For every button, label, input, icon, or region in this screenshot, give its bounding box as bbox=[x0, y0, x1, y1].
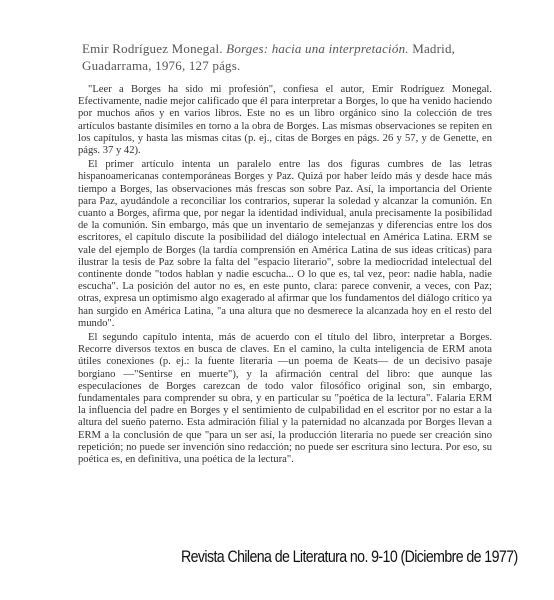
book-citation bbox=[82, 40, 492, 74]
review-body bbox=[78, 84, 492, 468]
paragraph-3: El segundo capítulo intenta, más de acuerdo con el título del libro, interpretar a Borges. Recorre diversos textos en busca de claves. En el camino, la culta inteligencia de ERM anota útiles conexiones (p. ej.: la fuente literaria —un poema de Keats— de un decisivo pasaje borgiano —"Sentirse en muerte"), y la afirmación central del libro: que aunque las especulaciones de Borges carezcan de todo valor filosófico original son, sin embargo, fundamentales para comprender su obra, y en particular su "poética de la lectura". Falaria ERM la influencia del padre en Borges y el sentimiento de culpabilidad en el escritor por no estar a la altura del sueño paterno. Esta admiración filial y la paternidad no alcanzada por Borges llevan a ERM a la conclusión de que "para un ser así, la producción literaria no puede ser creación sino repetición; no puede ser invención sino redacción; no puede ser escritura sino lectura. Por eso, su poética es, en definitiva, una poética de la lectura". bbox=[78, 332, 492, 466]
source-caption: Revista Chilena de Literatura no. 9-10 (Diciembre de 1977) bbox=[181, 548, 518, 566]
paragraph-2: El primer artículo intenta un paralelo entre las dos figuras cumbres de las letras hispanoamericanas contemporáneas Borges y Paz. Quizá por haber leído más y desde hace más tiempo a Borges, las observaciones más frescas son sobre Paz. Así, la importancia del Oriente para Paz, ayudándole a reconciliar los contrarios, superar la soledad y alcanzar la comunión. En cuanto a Borges, afirma que, por negar la identidad individual, anula precisamente la posibilidad de la comunión. Sin embargo, más que un inventario de semejanzas y diferencias entre los dos escritores, el capítulo discute la posibilidad del diálogo intelectual en América Latina. ERM se vale del ejemplo de Borges (la tardía comprensión en América Latina de sus ideas críticas) para ilustrar la tesis de Paz sobre la falta del "espacio literario", sobre la mediocridad intelectual del continente donde "todos hablan y nadie escucha... O lo que es, tal vez, peor: nadie habla, nadie escucha". La posición del autor no es, en este punto, clara: parece convenir, a veces, con Paz; otras, expresa un optimismo algo exagerado al afirmar que los fundamentos del diálogo crítico ya han surgido en América Latina, "a una altura que no desmerece la alcanzada hoy en el resto del mundo". bbox=[78, 159, 492, 329]
citation-title: Borges: hacia una interpretación. bbox=[226, 41, 409, 56]
citation-publication: Madrid, Guadarrama, 1976, 127 págs. bbox=[82, 41, 456, 73]
paragraph-1: "Leer a Borges ha sido mi profesión", confiesa el autor, Emir Rodríguez Monegal. Efectivamente, nadie mejor calificado que él para interpretar a Borges, lo que ha venido haciendo por muchos años y en varios libros. Este no es un libro orgánico sino la colección de tres artículos bastante disímiles en torno a la obra de Borges. Las mismas observaciones se repiten en los capítulos, y hasta las mismas citas (p. ej., citas de Borges en págs. 26 y 57, y de Genette, en págs. 37 y 42). bbox=[78, 84, 492, 157]
citation-author: Emir Rodríguez Monegal. bbox=[82, 41, 223, 56]
